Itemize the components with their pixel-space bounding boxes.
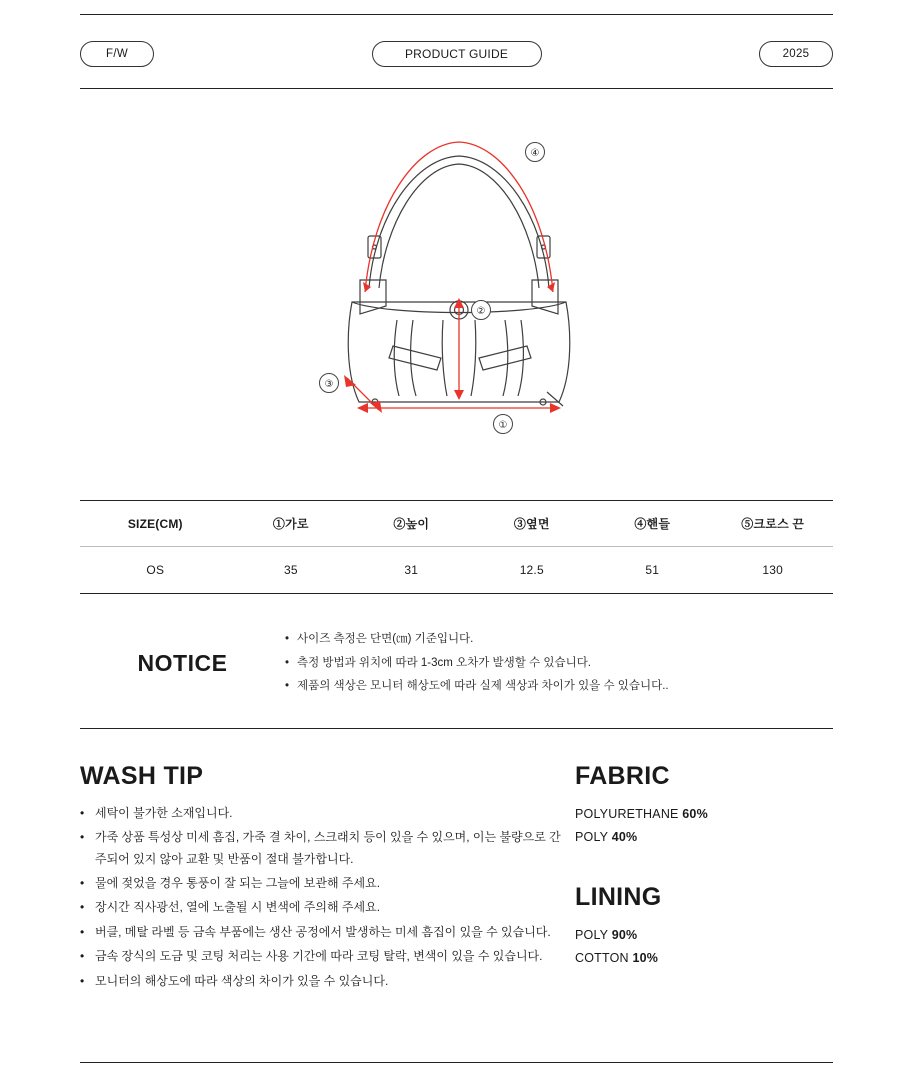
list-item-text: • 세탁이 불가한 소재입니다.: [95, 806, 233, 820]
product-illustration: [0, 120, 913, 440]
fabric-block: [575, 762, 833, 849]
header-divider: [80, 88, 833, 89]
top-divider: [80, 14, 833, 15]
list-item: [80, 803, 567, 824]
material-name: COTTON: [575, 951, 629, 966]
material-name: POLY: [575, 830, 608, 845]
table-header-cell: ②높이: [351, 501, 471, 547]
wash-tip-title: WASH TIP: [80, 762, 204, 790]
lining-material: [575, 947, 833, 970]
list-item: [80, 897, 567, 918]
table-cell: 130: [712, 547, 833, 594]
page-title: PRODUCT GUIDE: [372, 41, 542, 67]
table-cell: 35: [231, 547, 351, 594]
notice-list: [285, 622, 833, 699]
svg-text:②: ②: [476, 306, 485, 317]
lining-material: [575, 924, 833, 947]
lining-title: LINING: [575, 883, 662, 912]
size-table: [80, 500, 833, 594]
svg-text:④: ④: [530, 148, 539, 159]
material-percent: 10%: [632, 951, 659, 966]
notice-divider: [80, 728, 833, 729]
table-header-row: [80, 501, 833, 547]
table-cell: 51: [592, 547, 712, 594]
material-percent: 60%: [682, 807, 708, 821]
fabric-column: [567, 762, 833, 1005]
bottom-section: [80, 762, 833, 1005]
list-item-text: • 물에 젖었을 경우 통풍이 잘 되는 그늘에 보관해 주세요.: [95, 876, 381, 891]
list-item: [80, 971, 567, 992]
wash-tip-list: [80, 803, 567, 992]
year-badge: 2025: [759, 41, 833, 67]
list-item: [80, 922, 567, 943]
list-item: [80, 827, 567, 870]
table-header-cell: ⑤크로스 끈: [712, 501, 833, 547]
table-header-cell: ①가로: [231, 501, 351, 547]
season-badge: F/W: [80, 41, 154, 67]
table-cell: OS: [80, 547, 231, 594]
table-header-cell: ④핸들: [592, 501, 712, 547]
table-cell: 12.5: [472, 547, 592, 594]
list-item-text: • 금속 장식의 도금 및 코팅 처리는 사용 기간에 따라 코팅 탈락, 변색이 있을 수 있습니다.: [95, 949, 543, 964]
notice-section: [80, 622, 833, 699]
list-item-text: • 가죽 상품 특성상 미세 흠집, 가죽 결 차이, 스크래치 등이 있을 수 있으며, 이는 불량으로 간주되어 있지 않아 교환 및 반품이 절대 불가합니다.: [95, 830, 561, 866]
svg-text:③: ③: [324, 379, 333, 390]
table-header-cell: SIZE(CM): [80, 501, 231, 547]
table-header-cell: ③옆면: [472, 501, 592, 547]
table-row: [80, 547, 833, 594]
wash-tip-column: [80, 762, 567, 1005]
list-item: • 사이즈 측정은 단면(㎝) 기준입니다.: [285, 628, 833, 652]
bottom-divider: [80, 1062, 833, 1063]
list-item: • 측정 방법과 위치에 따라 1-3cm 오차가 발생할 수 있습니다.: [285, 652, 833, 676]
fabric-material: [575, 803, 833, 826]
list-item: [80, 873, 567, 894]
notice-title: NOTICE: [137, 650, 228, 676]
svg-text:①: ①: [498, 420, 507, 431]
page-header: [80, 40, 833, 68]
material-percent: 90%: [611, 928, 638, 943]
material-percent: 40%: [611, 830, 638, 845]
list-item-text: • 버클, 메탈 라벨 등 금속 부품에는 생산 공정에서 발생하는 미세 흠집이 있을 수 있습니다.: [95, 924, 551, 939]
list-item: [80, 946, 567, 967]
material-name: POLY: [575, 928, 608, 943]
lining-block: [575, 883, 833, 970]
handbag-diagram-svg: [247, 120, 667, 440]
table-cell: 31: [351, 547, 471, 594]
list-item-text: • 장시간 직사광선, 열에 노출될 시 변색에 주의해 주세요.: [95, 900, 381, 915]
list-item: • 제품의 색상은 모니터 해상도에 따라 실제 색상과 차이가 있을 수 있습니다..: [285, 675, 833, 699]
list-item-text: • 모니터의 해상도에 따라 색상의 차이가 있을 수 있습니다.: [95, 973, 389, 988]
fabric-title: FABRIC: [575, 762, 670, 790]
fabric-material: [575, 826, 833, 849]
material-name: POLYURETHANE: [575, 807, 679, 821]
